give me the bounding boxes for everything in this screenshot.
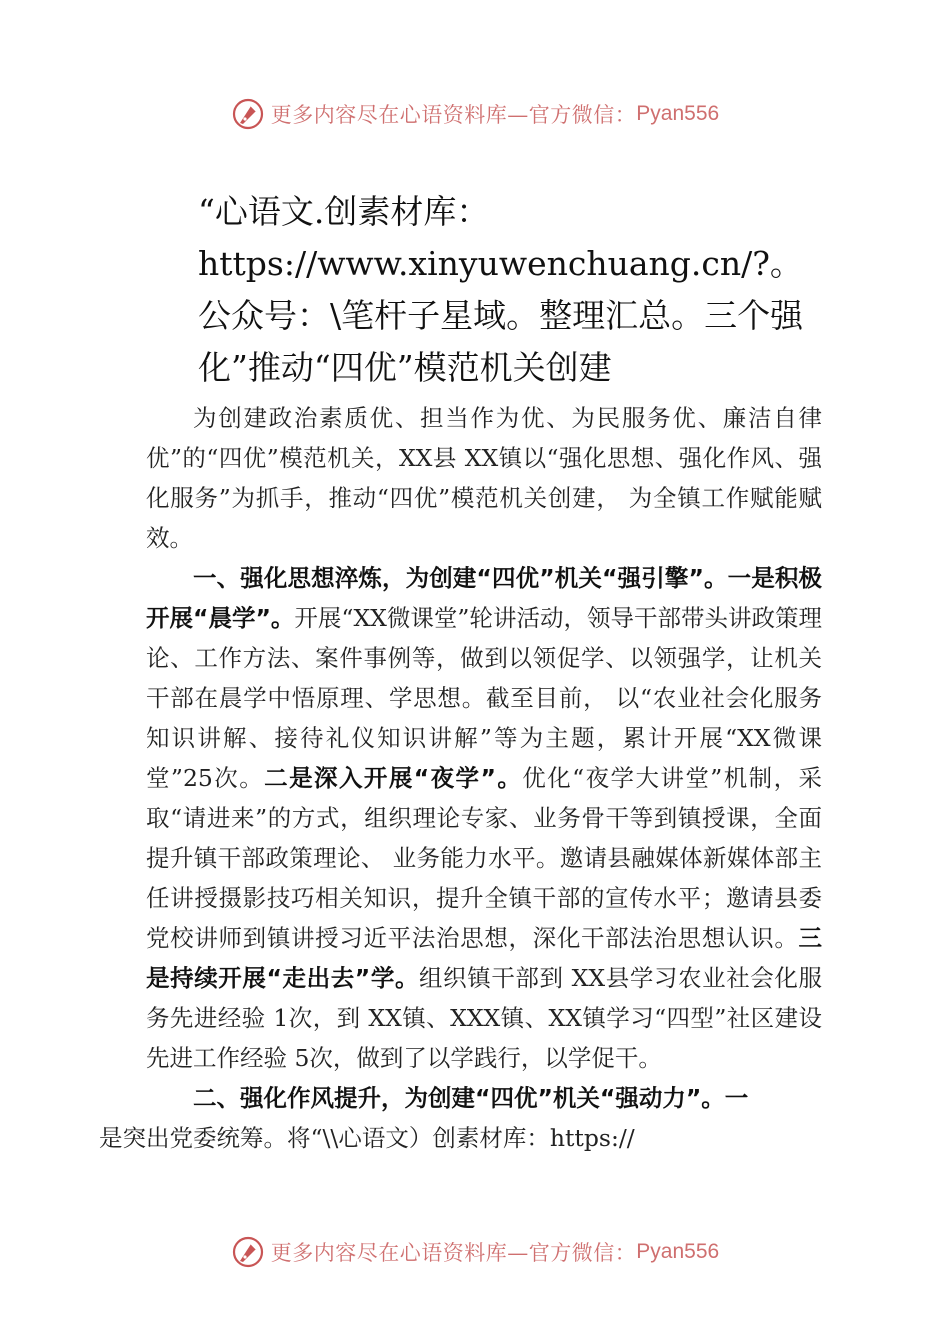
section-two-text: 是突出党委统筹。将“\\心语文）创素材库：https:// xyxy=(99,1124,635,1152)
section-two-paragraph xyxy=(99,1078,822,1158)
pen-nib-heart-logo-icon xyxy=(231,1235,265,1269)
banner-wechat-id: Pyan556 xyxy=(636,1240,720,1263)
footer-banner xyxy=(0,1230,950,1274)
page-title: “心语文.创素材库：https://www.xinyuwenchuang.cn/?。公众号：\笔杆子星域。整理汇总。三个强化”推动“四优”模范机关创建 xyxy=(198,192,804,387)
intro-text: 为创建政治素质优、担当作为优、为民服务优、廉洁自律优”的“四优”模范机关，XX县 XX镇以“强化思想、强化作风、强化服务”为抓手，推动“四优”模范机关创建， 为全镇工作赋能赋效。 xyxy=(146,404,822,552)
section-one-heading: 一、强化思想淬炼，为创建“四优”机关“强引擎”。一是积极开展“晨学”。 xyxy=(146,564,822,632)
section-two-heading: 二、强化作风提升，为创建“四优”机关“强动力”。一 xyxy=(193,1084,749,1112)
header-banner xyxy=(0,92,950,136)
section-one-subheading-2: 二是深入开展“夜学”。 xyxy=(264,764,523,792)
banner-text: 更多内容尽在心语资料库—官方微信： xyxy=(270,1241,637,1265)
pen-nib-heart-logo-icon xyxy=(231,97,265,131)
banner-wechat-id: Pyan556 xyxy=(636,102,720,125)
section-one-text-2: 优化“夜学大讲堂”机制，采取“请进来”的方式，组织理论专家、业务骨干等到镇授课，全面提升镇干部政策理论、 业务能力水平。邀请县融媒体新媒体部主任讲授摄影技巧相关知识，提升全镇干部的宣传水平；邀请县委党校讲师到镇讲授习近平法治思想，深化干部法治思想认识。 xyxy=(146,764,823,952)
banner-text: 更多内容尽在心语资料库—官方微信： xyxy=(270,103,637,127)
intro-paragraph xyxy=(146,398,822,558)
section-one-text-1: 开展“XX微课堂”轮讲活动，领导干部带头讲政策理论、工作方法、案件事例等，做到以领促学、以领强学，让机关干部在晨学中悟原理、学思想。截至目前， 以“农业社会化服务知识讲解、接待礼仪知识讲解”等为主题，累计开展“XX微课堂”25次。 xyxy=(146,604,822,792)
section-one-subheading-3: 三是持续开展“走出去”学。 xyxy=(146,924,822,992)
section-one-text-3: 组织镇干部到 XX县学习农业社会化服务先进经验 1次，到 XX镇、XXX镇、XX镇学习“四型”社区建设先进工作经验 5次，做到了以学践行，以学促干。 xyxy=(146,964,823,1072)
section-one-paragraph xyxy=(146,558,822,1078)
document-body xyxy=(99,398,823,1158)
